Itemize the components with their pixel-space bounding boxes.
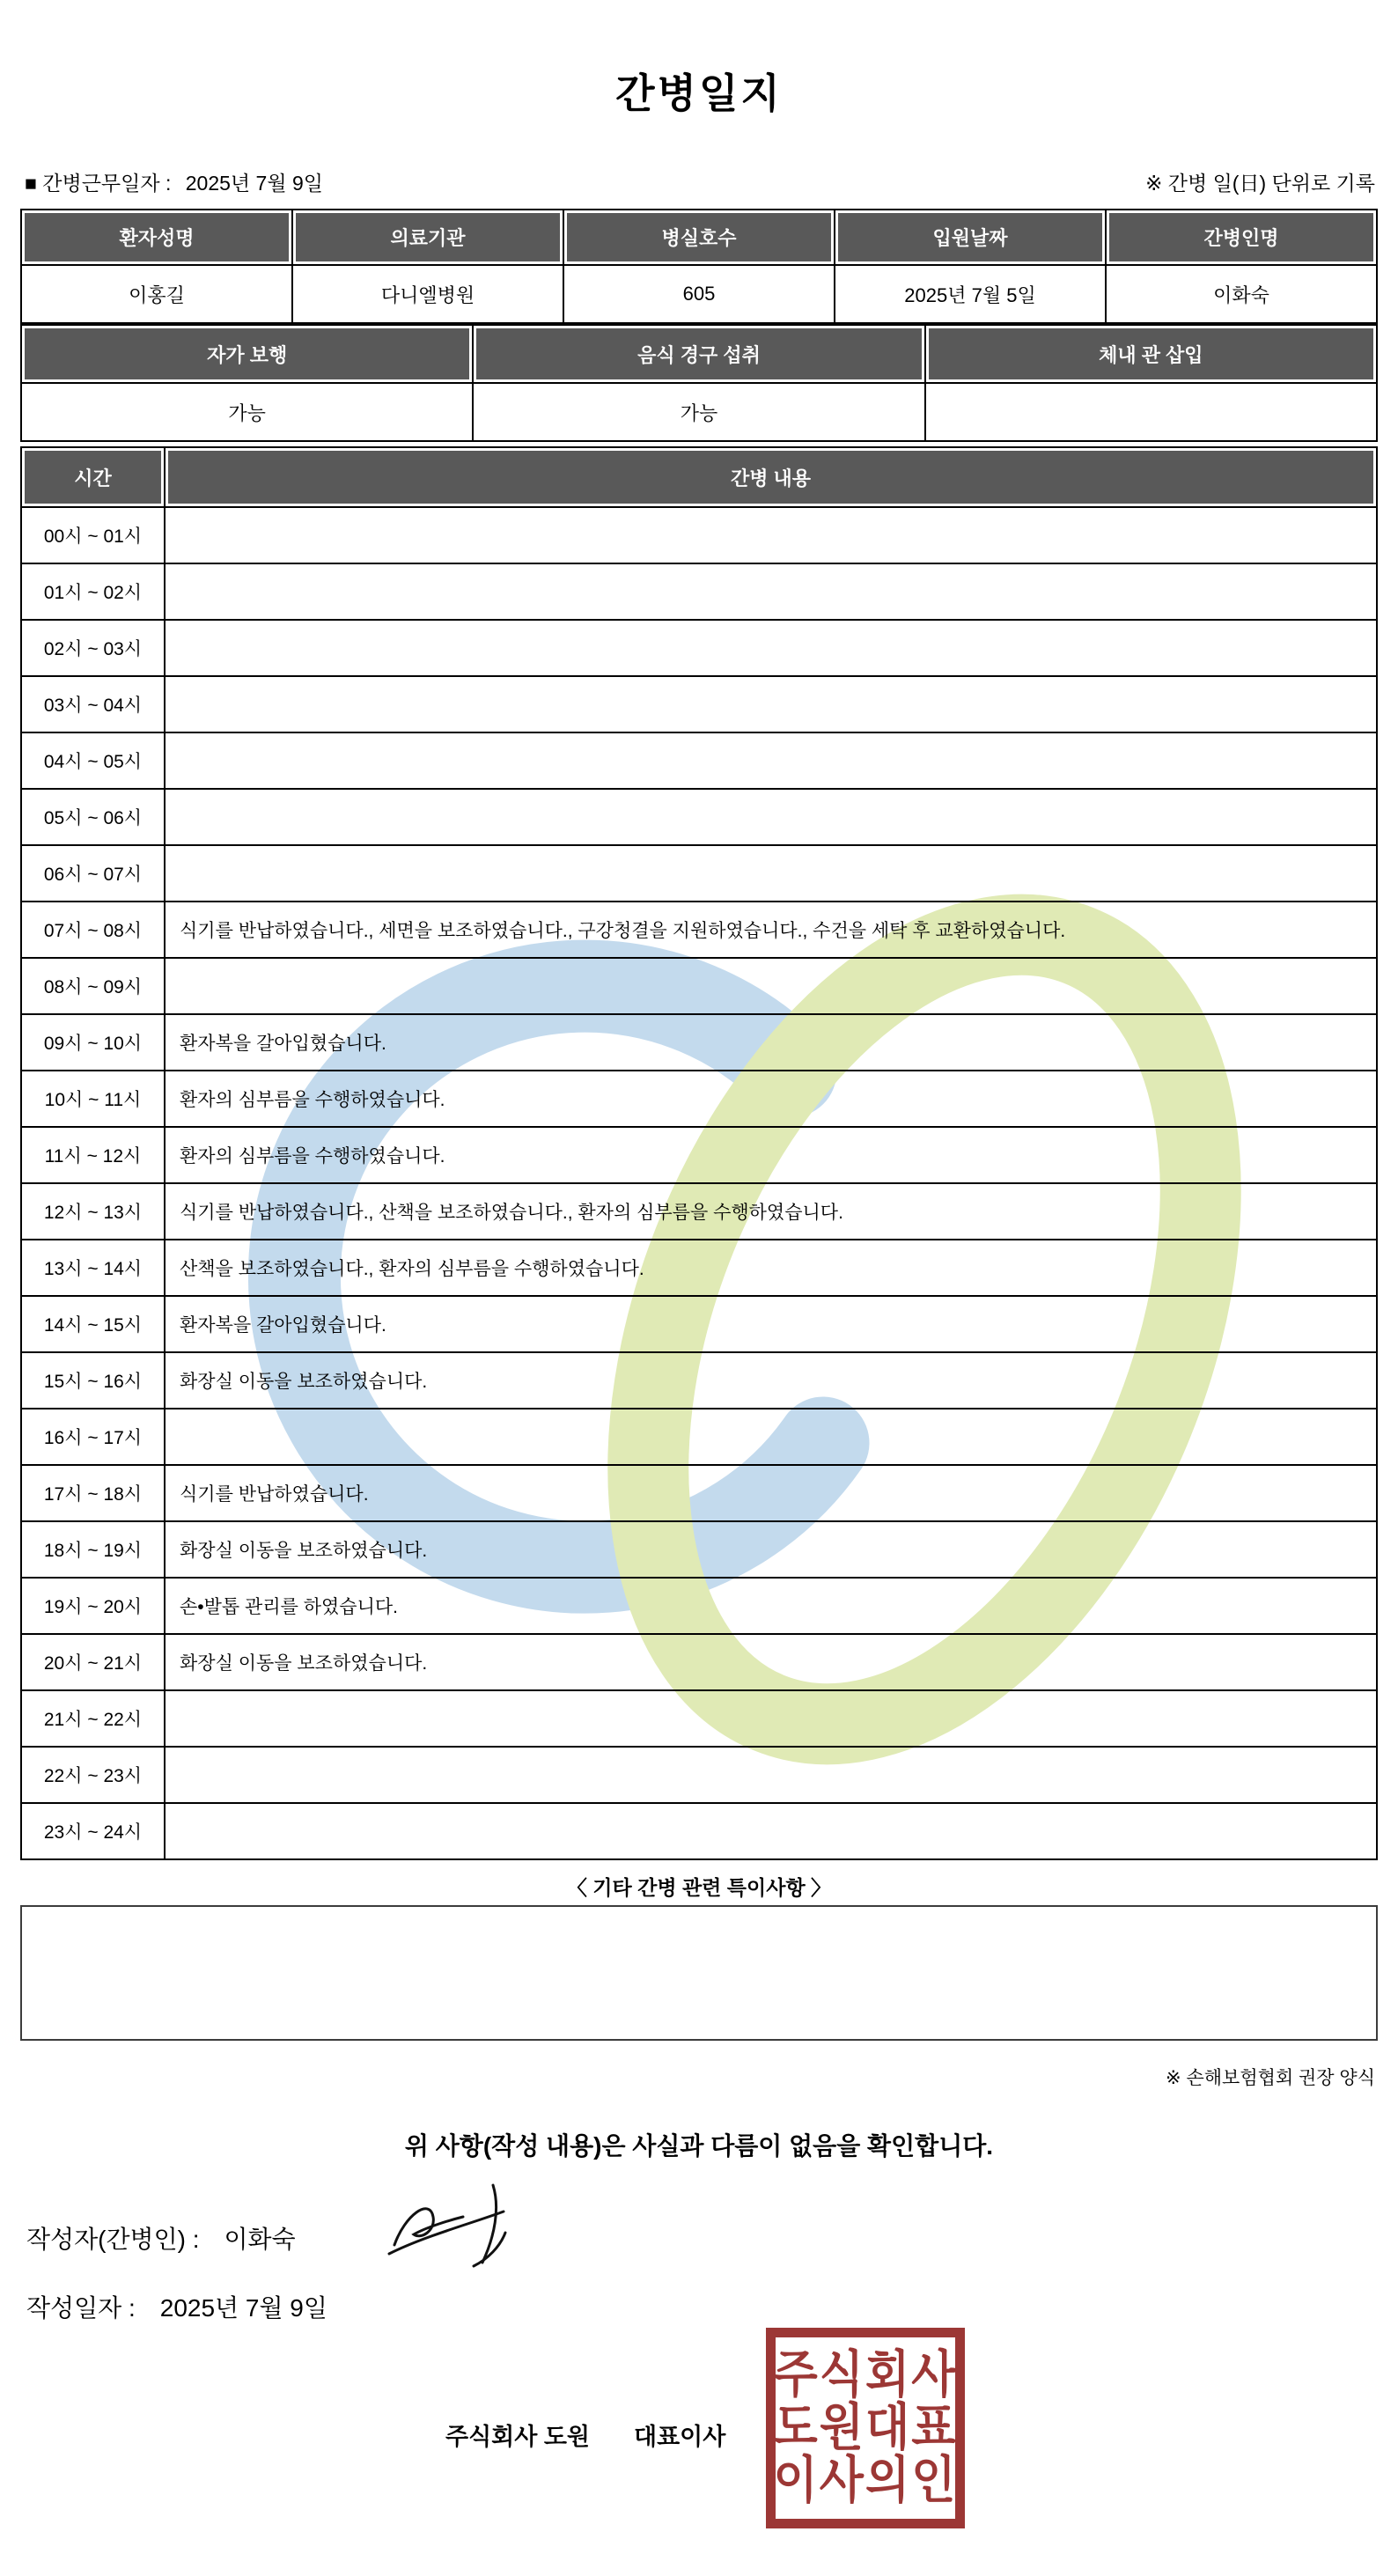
- cell-room: 605: [563, 265, 835, 323]
- care-row: [21, 1465, 1377, 1521]
- stamp-text-line: 도원대표: [773, 2400, 958, 2456]
- corporate-seal-stamp: [766, 2328, 965, 2528]
- care-time: 10시 ~ 11시: [21, 1071, 165, 1127]
- care-time: 02시 ~ 03시: [21, 620, 165, 676]
- care-content: 환자의 심부름을 수행하였습니다.: [165, 1071, 1377, 1127]
- care-content: [165, 1409, 1377, 1465]
- care-content: 화장실 이동을 보조하였습니다.: [165, 1634, 1377, 1690]
- care-content: [165, 845, 1377, 902]
- company-name: 주식회사 도원: [445, 2424, 590, 2450]
- writer-label: 작성자(간병인) :: [26, 2226, 200, 2253]
- care-time: 03시 ~ 04시: [21, 676, 165, 732]
- care-row: [21, 1127, 1377, 1183]
- column-header-oral-intake: 음식 경구 섭취: [473, 325, 924, 383]
- form-note: ※ 손해보험협회 권장 양식: [1166, 2068, 1375, 2088]
- cell-patient-name: 이홍길: [21, 265, 292, 323]
- care-row: [21, 1803, 1377, 1859]
- stamp-text-line: 이사의인: [773, 2453, 958, 2509]
- care-content: [165, 1747, 1377, 1803]
- work-date-line: [25, 167, 332, 196]
- work-date-label: ■ 간병근무일자 :: [25, 172, 172, 195]
- care-content: 화장실 이동을 보조하였습니다.: [165, 1352, 1377, 1409]
- condition-value-row: [21, 383, 1377, 441]
- care-content: 산책을 보조하였습니다., 환자의 심부름을 수행하였습니다.: [165, 1240, 1377, 1296]
- care-time: 17시 ~ 18시: [21, 1465, 165, 1521]
- care-time: 07시 ~ 08시: [21, 902, 165, 958]
- care-content: 손•발톱 관리를 하였습니다.: [165, 1578, 1377, 1634]
- care-row: [21, 1634, 1377, 1690]
- written-date-line: [26, 2289, 327, 2324]
- care-row: [21, 789, 1377, 845]
- condition-table: [20, 324, 1378, 442]
- care-row: [21, 902, 1377, 958]
- care-row: [21, 1409, 1377, 1465]
- care-time: 20시 ~ 21시: [21, 1634, 165, 1690]
- care-time: 01시 ~ 02시: [21, 563, 165, 620]
- care-row: [21, 1071, 1377, 1127]
- care-content: [165, 620, 1377, 676]
- care-row: [21, 1240, 1377, 1296]
- care-content: [165, 789, 1377, 845]
- care-content: [165, 1803, 1377, 1859]
- care-row: [21, 563, 1377, 620]
- care-time: 19시 ~ 20시: [21, 1578, 165, 1634]
- care-row: [21, 1352, 1377, 1409]
- care-content: [165, 676, 1377, 732]
- care-content: 식기를 반납하였습니다., 세면을 보조하였습니다., 구강청결을 지원하였습니다., 수건을 세탁 후 교환하였습니다.: [165, 902, 1377, 958]
- column-header-time: 시간: [21, 447, 165, 507]
- care-time: 08시 ~ 09시: [21, 958, 165, 1014]
- care-header-row: [21, 447, 1377, 507]
- care-time: 13시 ~ 14시: [21, 1240, 165, 1296]
- notes-box: [20, 1905, 1378, 2041]
- care-time: 09시 ~ 10시: [21, 1014, 165, 1071]
- page-title: 간병일지: [615, 70, 783, 116]
- care-content: 식기를 반납하였습니다., 산책을 보조하였습니다., 환자의 심부름을 수행하였습니다.: [165, 1183, 1377, 1240]
- care-content: 식기를 반납하였습니다.: [165, 1465, 1377, 1521]
- column-header-caregiver-name: 간병인명: [1106, 210, 1377, 265]
- care-time: 00시 ~ 01시: [21, 507, 165, 563]
- care-content: [165, 732, 1377, 789]
- column-header-patient-name: 환자성명: [21, 210, 292, 265]
- care-time: 11시 ~ 12시: [21, 1127, 165, 1183]
- cell-admission-date: 2025년 7월 5일: [835, 265, 1106, 323]
- stamp-text-line: 주식회사: [773, 2347, 958, 2403]
- care-content: [165, 507, 1377, 563]
- company-role: 대표이사: [634, 2424, 726, 2450]
- care-time: 21시 ~ 22시: [21, 1690, 165, 1747]
- care-row: [21, 1183, 1377, 1240]
- care-row: [21, 845, 1377, 902]
- patient-info-table: [20, 209, 1378, 324]
- care-content: [165, 563, 1377, 620]
- care-row: [21, 620, 1377, 676]
- care-time: 15시 ~ 16시: [21, 1352, 165, 1409]
- confirmation-statement: 위 사항(작성 내용)은 사실과 다름이 없음을 확인합니다.: [404, 2132, 994, 2160]
- care-content: 환자의 심부름을 수행하였습니다.: [165, 1127, 1377, 1183]
- care-time: 05시 ~ 06시: [21, 789, 165, 845]
- care-time: 16시 ~ 17시: [21, 1409, 165, 1465]
- care-time: 23시 ~ 24시: [21, 1803, 165, 1859]
- meta-row: [25, 167, 1375, 196]
- written-date-value: 2025년 7월 9일: [159, 2294, 327, 2322]
- column-header-room: 병실호수: [563, 210, 835, 265]
- company-line: [445, 2418, 725, 2452]
- cell-hospital: 다니엘병원: [292, 265, 563, 323]
- care-content: 화장실 이동을 보조하였습니다.: [165, 1521, 1377, 1578]
- care-row: [21, 1690, 1377, 1747]
- patient-value-row: [21, 265, 1377, 323]
- care-content: 환자복을 갈아입혔습니다.: [165, 1014, 1377, 1071]
- care-time: 18시 ~ 19시: [21, 1521, 165, 1578]
- care-row: [21, 958, 1377, 1014]
- cell-tube-insertion: [925, 383, 1377, 441]
- care-row: [21, 1578, 1377, 1634]
- care-row: [21, 1521, 1377, 1578]
- column-header-care-content: 간병 내용: [165, 447, 1377, 507]
- care-time: 06시 ~ 07시: [21, 845, 165, 902]
- care-content: 환자복을 갈아입혔습니다.: [165, 1296, 1377, 1352]
- writer-name: 이화숙: [224, 2226, 296, 2253]
- unit-note: ※ 간병 일(日) 단위로 기록: [1145, 172, 1375, 195]
- care-row: [21, 676, 1377, 732]
- cell-caregiver-name: 이화숙: [1106, 265, 1377, 323]
- care-time: 04시 ~ 05시: [21, 732, 165, 789]
- care-row: [21, 507, 1377, 563]
- care-row: [21, 1296, 1377, 1352]
- care-time: 14시 ~ 15시: [21, 1296, 165, 1352]
- care-row: [21, 732, 1377, 789]
- column-header-self-walking: 자가 보행: [21, 325, 473, 383]
- cell-self-walking: 가능: [21, 383, 473, 441]
- condition-header-row: [21, 325, 1377, 383]
- care-time: 22시 ~ 23시: [21, 1747, 165, 1803]
- signature-scribble: [386, 2180, 537, 2277]
- notes-heading: 〈 기타 간병 관련 특이사항 〉: [566, 1876, 832, 1899]
- cell-oral-intake: 가능: [473, 383, 924, 441]
- care-row: [21, 1014, 1377, 1071]
- care-content: [165, 958, 1377, 1014]
- column-header-admission-date: 입원날짜: [835, 210, 1106, 265]
- care-log-table: [20, 446, 1378, 1860]
- care-content: [165, 1690, 1377, 1747]
- care-row: [21, 1747, 1377, 1803]
- column-header-tube-insertion: 체내 관 삽입: [925, 325, 1377, 383]
- care-time: 12시 ~ 13시: [21, 1183, 165, 1240]
- column-header-hospital: 의료기관: [292, 210, 563, 265]
- written-date-label: 작성일자 :: [26, 2294, 136, 2322]
- patient-header-row: [21, 210, 1377, 265]
- writer-line: [26, 2220, 296, 2256]
- work-date-value: 2025년 7월 9일: [185, 172, 323, 195]
